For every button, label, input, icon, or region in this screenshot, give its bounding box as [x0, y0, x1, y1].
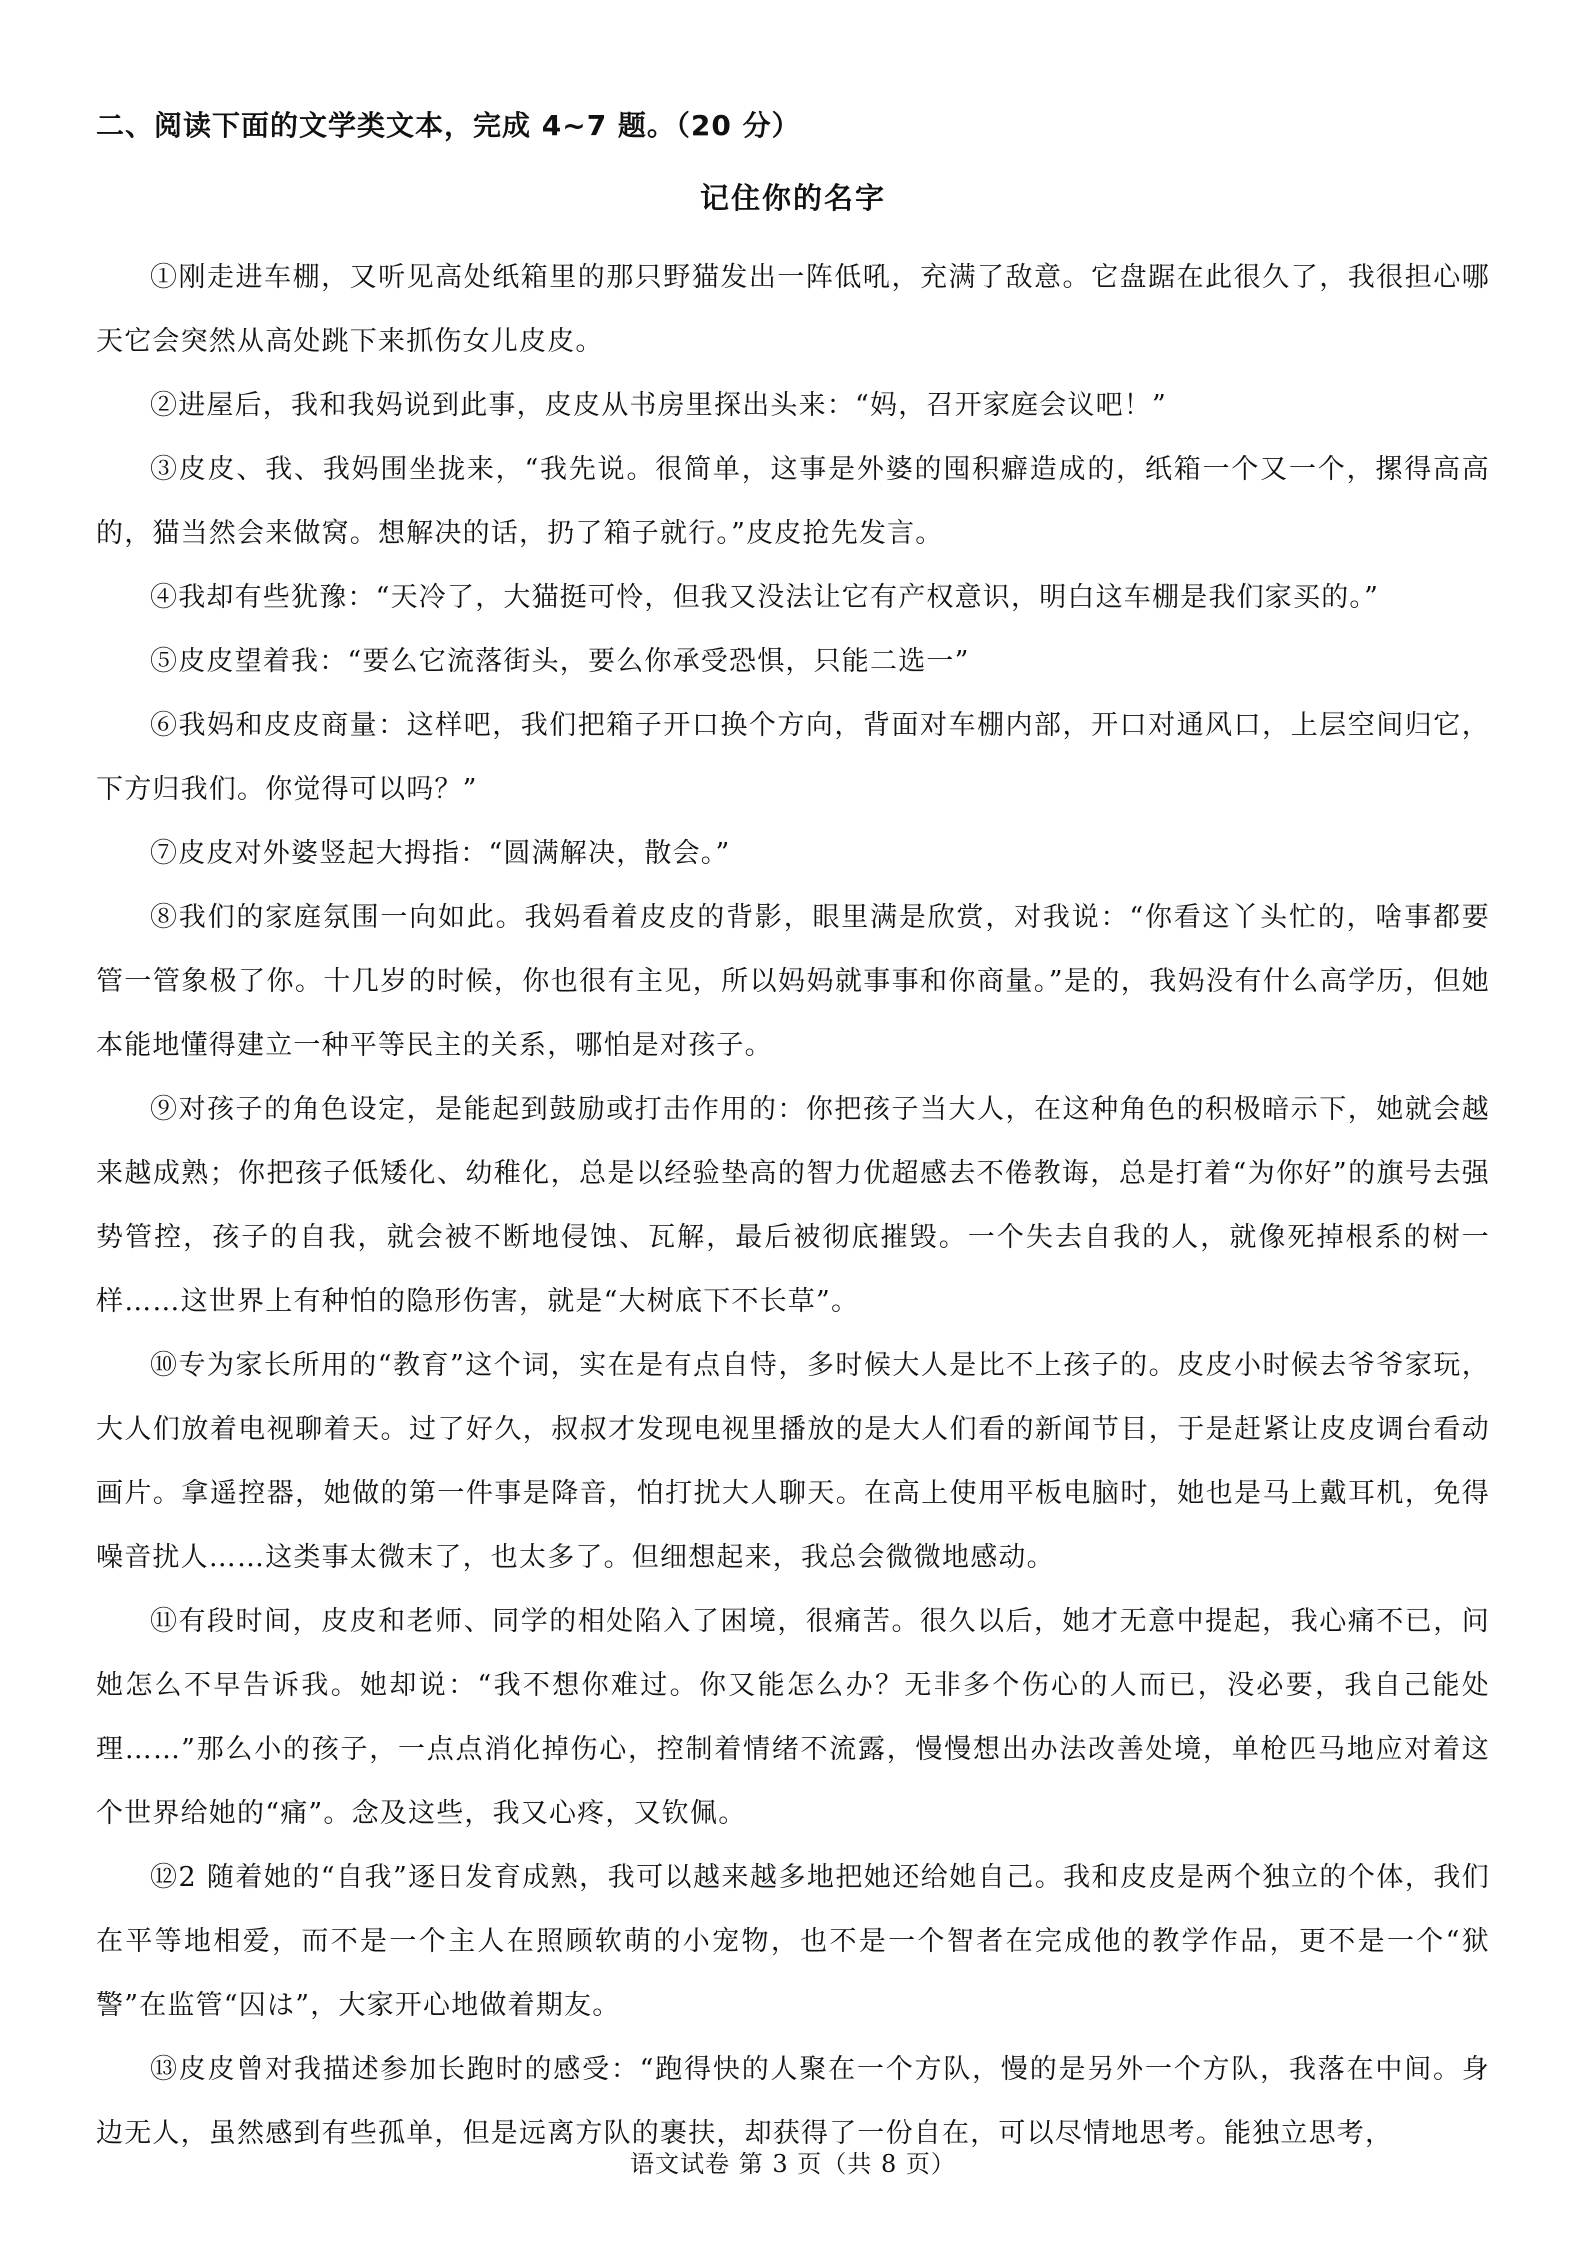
paragraph-4: ④我却有些犹豫：“天冷了，大猫挺可怜，但我又没法让它有产权意识，明白这车棚是我们家买的。”	[150, 582, 1380, 613]
paragraph-2: ②进屋后，我和我妈说到此事，皮皮从书房里探出头来：“妈，召开家庭会议吧！”	[150, 390, 1168, 421]
paragraph-3: ③皮皮、我、我妈围坐拢来，“我先说。很简单，这事是外婆的囤积癖造成的，纸箱一个又一个，摞得高高的，猫当然会来做窝。想解决的话，扔了箱子就行。”皮皮抢先发言。	[96, 454, 1490, 549]
page-footer: 语文试卷 第 3 页（共 8 页）	[630, 2150, 956, 2178]
paragraph-6: ⑥我妈和皮皮商量：这样吧，我们把箱子开口换个方向，背面对车棚内部，开口对通风口，上层空间归它，下方归我们。你觉得可以吗？”	[96, 710, 1490, 805]
paragraph-9: ⑨对孩子的角色设定，是能起到鼓励或打击作用的：你把孩子当大人，在这种角色的积极暗示下，她就会越来越成熟；你把孩子低矮化、幼稚化，总是以经验垫高的智力优超感去不倦教诲，总是打着“为你好”的旗号去强势管控，孩子的自我，就会被不断地侵蚀、瓦解，最后被彻底摧毁。一个失去自我的人，就像死掉根系的树一样……这世界上有种怕的隐形伤害，就是“大树底下不长草”。	[96, 1094, 1490, 1317]
paragraph-1: ①刚走进车棚，又听见高处纸箱里的那只野猫发出一阵低吼，充满了敌意。它盘踞在此很久了，我很担心哪天它会突然从高处跳下来抓伤女儿皮皮。	[96, 262, 1490, 357]
section-heading: 二、阅读下面的文学类文本，完成 4~7 题。（20 分）	[96, 109, 801, 142]
paragraph-10: ⑩专为家长所用的“教育”这个词，实在是有点自恃，多时候大人是比不上孩子的。皮皮小时候去爷爷家玩，大人们放着电视聊着天。过了好久，叔叔才发现电视里播放的是大人们看的新闻节目，于是赶紧让皮皮调台看动画片。拿遥控器，她做的第一件事是降音，怕打扰大人聊天。在高上使用平板电脑时，她也是马上戴耳机，免得噪音扰人……这类事太微末了，也太多了。但细想起来，我总会微微地感动。	[96, 1350, 1490, 1573]
paragraph-12: ⑫2 随着她的“自我”逐日发育成熟，我可以越来越多地把她还给她自己。我和皮皮是两个独立的个体，我们在平等地相爱，而不是一个主人在照顾软萌的小宠物，也不是一个智者在完成他的教学作品，更不是一个“狱警”在监管“囚は”，大家开心地做着期友。	[96, 1862, 1490, 2021]
paragraph-13: ⑬皮皮曾对我描述参加长跑时的感受：“跑得快的人聚在一个方队，慢的是另外一个方队，我落在中间。身边无人，虽然感到有些孤单，但是远离方队的裹扶，却获得了一份自在，可以尽情地思考。能独立思考，	[96, 2054, 1490, 2149]
article-body	[96, 246, 1490, 2166]
article-title: 记住你的名字	[699, 181, 886, 215]
paragraph-5: ⑤皮皮望着我：“要么它流落街头，要么你承受恐惧，只能二选一”	[150, 646, 970, 677]
paragraph-8: ⑧我们的家庭氛围一向如此。我妈看着皮皮的背影，眼里满是欣赏，对我说：“你看这丫头忙的，啥事都要管一管象极了你。十几岁的时候，你也很有主见，所以妈妈就事事和你商量。”是的，我妈没有什么高学历，但她本能地懂得建立一种平等民主的关系，哪怕是对孩子。	[96, 902, 1490, 1061]
paragraph-11: ⑪有段时间，皮皮和老师、同学的相处陷入了困境，很痛苦。很久以后，她才无意中提起，我心痛不已，问她怎么不早告诉我。她却说：“我不想你难过。你又能怎么办？无非多个伤心的人而已，没必要，我自己能处理……”那么小的孩子，一点点消化掉伤心，控制着情绪不流露，慢慢想出办法改善处境，单枪匹马地应对着这个世界给她的“痛”。念及这些，我又心疼，又钦佩。	[96, 1606, 1490, 1829]
paragraph-7: ⑦皮皮对外婆竖起大拇指：“圆满解决，散会。”	[150, 838, 731, 869]
